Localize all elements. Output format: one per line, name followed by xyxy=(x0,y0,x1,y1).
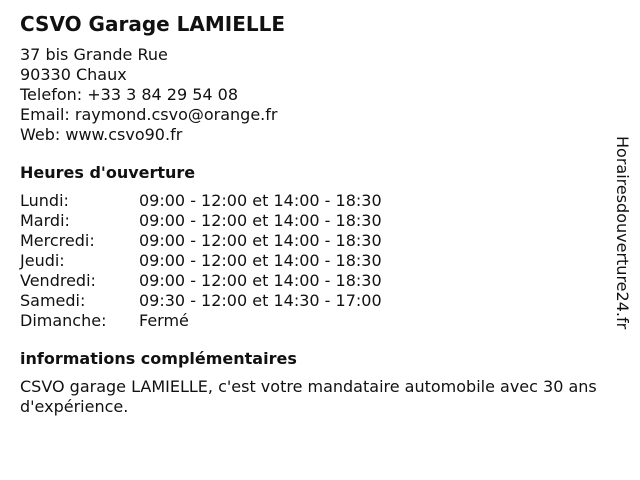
hours-row-sunday xyxy=(20,311,620,331)
hours-row-tuesday xyxy=(20,211,620,231)
time-range: 09:00 - 12:00 et 14:00 - 18:30 xyxy=(139,271,382,290)
day-label: Mardi: xyxy=(20,211,70,230)
time-range: Fermé xyxy=(139,311,189,330)
hours-row-monday xyxy=(20,191,620,211)
email-text: Email: raymond.csvo@orange.fr xyxy=(20,105,278,124)
time-range: 09:00 - 12:00 et 14:00 - 18:30 xyxy=(139,191,382,210)
business-title: CSVO Garage LAMIELLE xyxy=(20,12,286,36)
phone-text: Telefon: +33 3 84 29 54 08 xyxy=(20,85,239,104)
hours-row-thursday xyxy=(20,251,620,271)
day-label: Dimanche: xyxy=(20,311,107,330)
contact-block xyxy=(20,45,620,145)
business-card xyxy=(20,12,620,417)
side-brand-text: Horairesdouverture24.fr xyxy=(613,136,632,330)
info-text: CSVO garage LAMIELLE, c'est votre mandataire automobile avec 30 ans d'expérience. xyxy=(20,377,597,416)
address-city: 90330 Chaux xyxy=(20,65,127,84)
time-range: 09:00 - 12:00 et 14:00 - 18:30 xyxy=(139,251,382,270)
web-text: Web: www.csvo90.fr xyxy=(20,125,183,144)
day-label: Lundi: xyxy=(20,191,69,210)
hours-row-wednesday xyxy=(20,231,620,251)
day-label: Samedi: xyxy=(20,291,86,310)
day-label: Vendredi: xyxy=(20,271,96,290)
address-street: 37 bis Grande Rue xyxy=(20,45,168,64)
time-range: 09:00 - 12:00 et 14:00 - 18:30 xyxy=(139,231,382,250)
hours-row-saturday xyxy=(20,291,620,311)
day-label: Mercredi: xyxy=(20,231,95,250)
info-heading: informations complémentaires xyxy=(20,349,297,368)
hours-table xyxy=(20,191,620,331)
time-range: 09:30 - 12:00 et 14:30 - 17:00 xyxy=(139,291,382,310)
time-range: 09:00 - 12:00 et 14:00 - 18:30 xyxy=(139,211,382,230)
hours-heading: Heures d'ouverture xyxy=(20,163,196,182)
hours-row-friday xyxy=(20,271,620,291)
day-label: Jeudi: xyxy=(20,251,65,270)
